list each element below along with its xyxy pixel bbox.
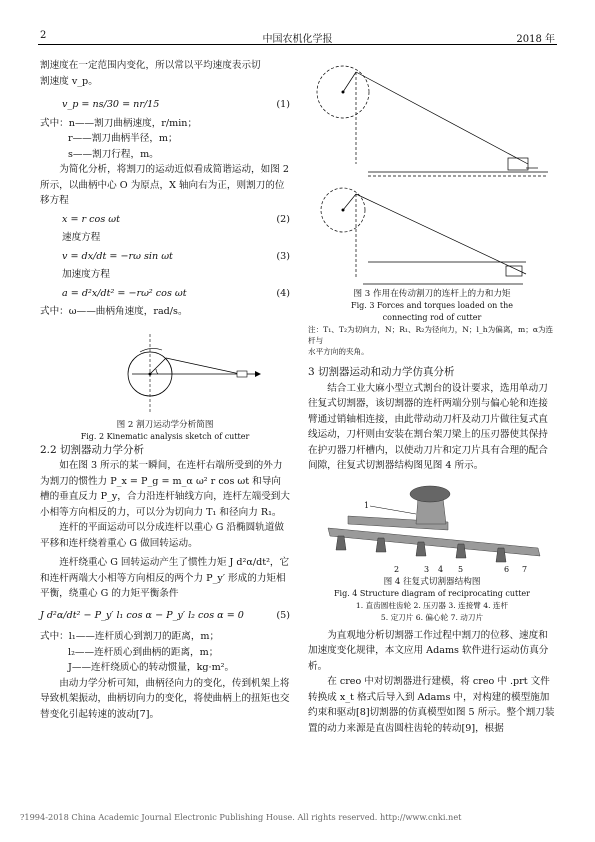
paragraph: 为简化分析，将割刀的运动近似看成简谐运动，如图 2 所示，以曲柄中心 O 为原点，X 轴向右为正，则割刀的位移方程 — [40, 164, 289, 206]
text-line: 速度方程 — [62, 232, 101, 243]
text-line: 割速度在一定范围内变化，所以常以平均速度表示切 — [40, 60, 261, 71]
fig4-label: 4 — [438, 564, 444, 574]
figure-note: 水平方向的夹角。 — [308, 347, 369, 356]
definition: 式中：l₁——连杆质心到割刀的距离，m； — [40, 631, 220, 642]
fig3-forces-diagram — [308, 52, 556, 288]
left-column — [40, 58, 290, 722]
definition: 式中：n——割刀曲柄速度，r/min； — [40, 117, 198, 129]
page-number: 2 — [40, 30, 47, 41]
equation-expr: v = dx/dt = −rω sin ωt — [62, 250, 173, 262]
equation-2 — [40, 212, 290, 228]
fig2-caption-cn: 图 2 割刀运动学分析简图 — [116, 419, 214, 430]
fig3-caption-en-1: Fig. 3 Forces and torques loaded on the — [351, 301, 513, 310]
fig4-caption-cn: 图 4 往复式切割器结构图 — [383, 576, 481, 587]
definition: l₂——连杆质心到曲柄的距离，m； — [68, 646, 219, 658]
equation-expr: a = d²x/dt² = −rω² cos ωt — [62, 287, 187, 299]
fig4-label: 1 — [364, 500, 370, 510]
fig4-label: 7 — [522, 564, 528, 574]
year: 2018 年 — [516, 34, 555, 45]
footer-copyright: ?1994-2018 China Academic Journal Electronic Publishing House. All rights reserved. http://www.cnki.net — [20, 812, 462, 822]
equation-4 — [40, 286, 290, 302]
equation-number: (3) — [276, 250, 290, 262]
equation-number: (1) — [276, 99, 290, 110]
paragraph: 由动力学分析可知，曲柄径向力的变化，传到机架上将导致机架振动，曲柄切向力的变化，将使曲柄上的扭矩也交替变化引起转速的波动[7]。 — [40, 677, 290, 720]
fig4-label: 5 — [458, 564, 464, 574]
equation-number: (2) — [276, 213, 290, 225]
fig2-kinematic-sketch — [40, 324, 290, 419]
equation-expr: v_p = ns/30 = nr/15 — [62, 99, 160, 110]
text-line: 加速度方程 — [62, 269, 110, 280]
fig4-label: 3 — [424, 564, 430, 574]
equation-3 — [40, 249, 290, 265]
fig4-structure-diagram — [308, 478, 556, 576]
equation-number: (5) — [276, 609, 290, 621]
journal-title: 中国农机化学报 — [262, 34, 333, 45]
fig4-caption-en: Fig. 4 Structure diagram of reciprocating cutter — [333, 588, 530, 598]
equation-5 — [40, 608, 290, 624]
right-column — [308, 52, 556, 736]
paragraph: 连杆绕重心 G 回转运动产生了惯性力矩 J d²α/dt²，它和连杆两端大小相等方向相反的两个力 P_y′ 形成的力矩相平衡，绕重心 G 的力矩平衡条件 — [40, 557, 290, 599]
paragraph: 结合工业大麻小型立式割台的设计要求，选用单动刀往复式切割器，该切割器的连杆两端分别与偏心轮和连接臂通过销轴相连接，由此带动动刀杆及动刀片做往复式直线运动，刀杆则由安装在割台架刀梁上的压刃器使其保持在护刃器刀杆槽内，以使动刀片和定刀片具有合理的配合间隙，往复式切割器结构图见图 4 所示。 — [308, 382, 548, 471]
figure-note: 注：T₁、T₂为切向力，N；R₁、R₂为径向力，N；l_h为偏离，m；α为连杆与 — [308, 325, 554, 345]
header-rule — [38, 44, 557, 45]
equation-1 — [40, 97, 290, 113]
paragraph: 为直观地分析切割器工作过程中割刀的位移、速度和加速度变化规律，本文应用 Adams 软件进行运动仿真分析。 — [308, 629, 549, 672]
definition: 式中：ω——曲柄角速度，rad/s。 — [40, 306, 188, 317]
equation-expr: J d²α/dt² − P_y′ l₁ cos α − P_y′ l₂ cos α = 0 — [40, 609, 244, 621]
text-line: 割速度 v_p。 — [40, 75, 98, 87]
section-heading: 3 切割器运动和动力学仿真分析 — [308, 366, 455, 378]
fig4-label: 6 — [504, 564, 510, 574]
definition: J——连杆绕质心的转动惯量，kg·m²。 — [68, 662, 235, 673]
definition: r——割刀曲柄半径，m； — [68, 133, 178, 144]
section-heading: 2.2 切割器动力学分析 — [40, 443, 145, 456]
fig3-caption-cn: 图 3 作用在传动割刀的连杆上的力和力矩 — [353, 289, 511, 299]
paragraph: 连杆的平面运动可以分成连杆以重心 G 沿椭圆轨道做平移和连杆绕着重心 G 做回转运动。 — [40, 522, 285, 549]
fig4-legend: 1. 直齿圆柱齿轮 2. 压刃器 3. 连接臂 4. 连杆 — [355, 600, 509, 610]
equation-expr: x = r cos ωt — [62, 213, 120, 225]
equation-number: (4) — [276, 287, 290, 299]
fig2-caption-en: Fig. 2 Kinematic analysis sketch of cutter — [80, 431, 250, 441]
definition: s——割刀行程，m。 — [68, 148, 159, 160]
paragraph: 在 creo 中对切割器进行建模，将 creo 中 .prt 文件转换成 x_t 格式后导入到 Adams 中，对构建的模型施加约束和驱动[8]切割器的仿真模型如图 5 所示。整个割刀装置的动力来源是直齿圆柱齿轮的转动[9]，根据 — [308, 676, 555, 734]
paragraph: 如在图 3 所示的某一瞬间，在连杆右端所受到的外力为割刀的惯性力 P_x = P_g = m_α ω² r cos ωt 和导向槽的垂直反力 P_y，合力沿连杆轴线方向，连杆左端受到大小相等方向相反的力，可以分为切向力 T₁ 和径向力 R₁。 — [40, 460, 290, 518]
fig3-caption-en-2: connecting rod of cutter — [382, 313, 482, 322]
fig4-label: 2 — [394, 564, 400, 574]
fig4-legend: 5. 定刀片 6. 偏心轮 7. 动刀片 — [380, 612, 484, 622]
